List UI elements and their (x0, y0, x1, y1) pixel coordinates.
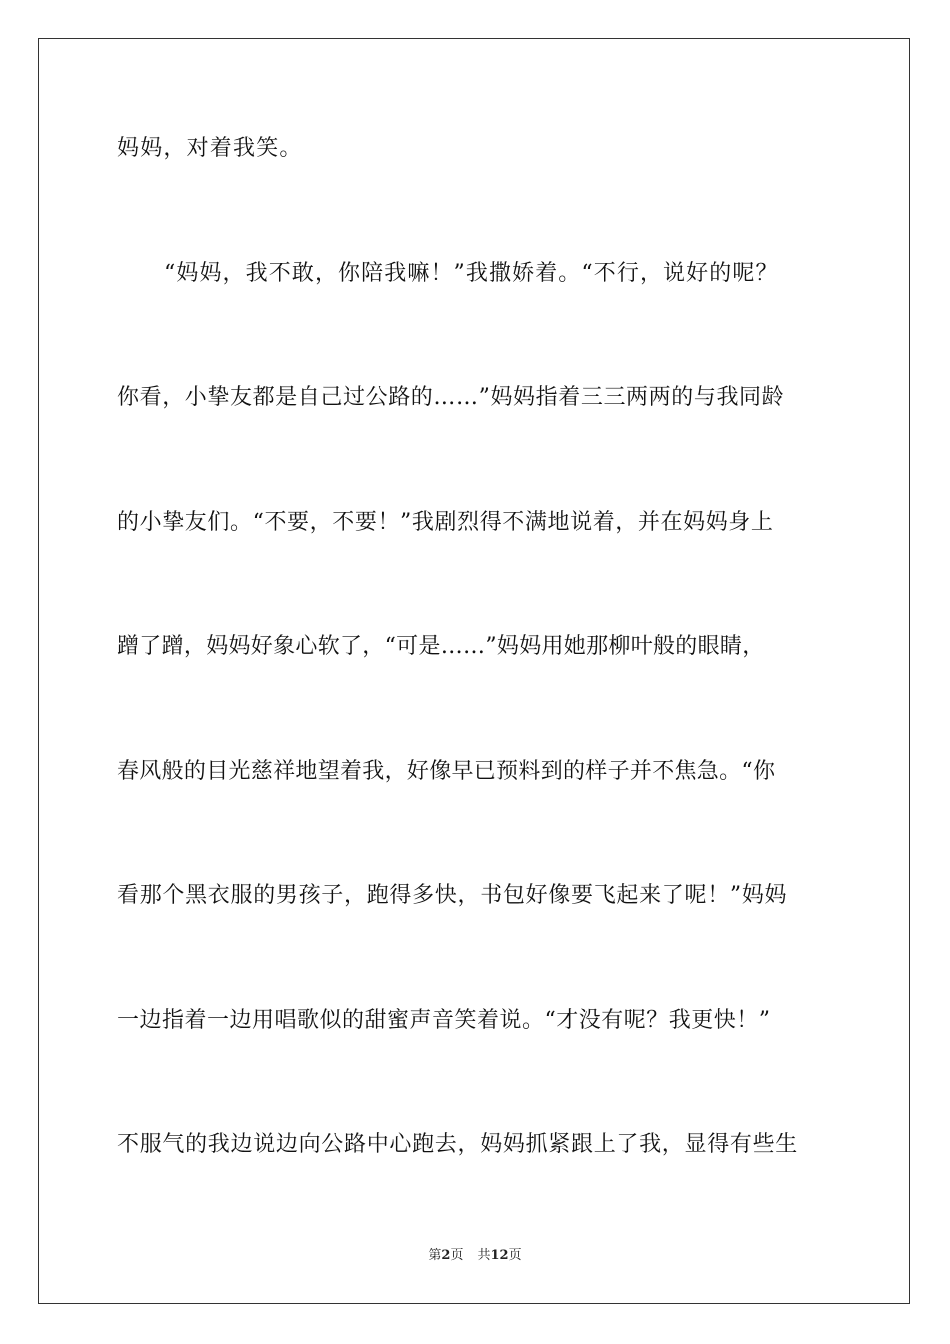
page-suffix: 页 (450, 1248, 464, 1263)
page-frame (38, 38, 910, 1304)
body-text-line: 你看，小挚友都是自己过公路的……”妈妈指着三三两两的与我同龄 (117, 385, 785, 410)
body-text-line: 蹭了蹭，妈妈好象心软了，“可是……”妈妈用她那柳叶般的眼睛， (117, 634, 765, 659)
page-number: 2 (441, 1248, 451, 1263)
page-prefix: 第 (428, 1248, 442, 1263)
body-text-line: 春风般的目光慈祥地望着我，好像早已预料到的样子并不焦急。“你 (117, 759, 776, 784)
total-prefix: 共 (477, 1248, 491, 1263)
page-footer (0, 1248, 950, 1264)
body-text-line: “妈妈，我不敢，你陪我嘛！”我撒娇着。“不行，说好的呢？ (164, 261, 779, 286)
body-text-line: 的小挚友们。“不要，不要！”我剧烈得不满地说着，并在妈妈身上 (117, 510, 774, 535)
body-text-line: 看那个黑衣服的男孩子，跑得多快，书包好像要飞起来了呢！”妈妈 (117, 883, 788, 908)
total-pages: 12 (490, 1248, 509, 1263)
body-text-line: 妈妈，对着我笑。 (117, 136, 303, 161)
body-text-line: 不服气的我边说边向公路中心跑去，妈妈抓紧跟上了我，显得有些生 (117, 1132, 799, 1157)
total-suffix: 页 (508, 1248, 522, 1263)
body-text-line: 一边指着一边用唱歌似的甜蜜声音笑着说。“才没有呢？我更快！” (117, 1008, 771, 1033)
